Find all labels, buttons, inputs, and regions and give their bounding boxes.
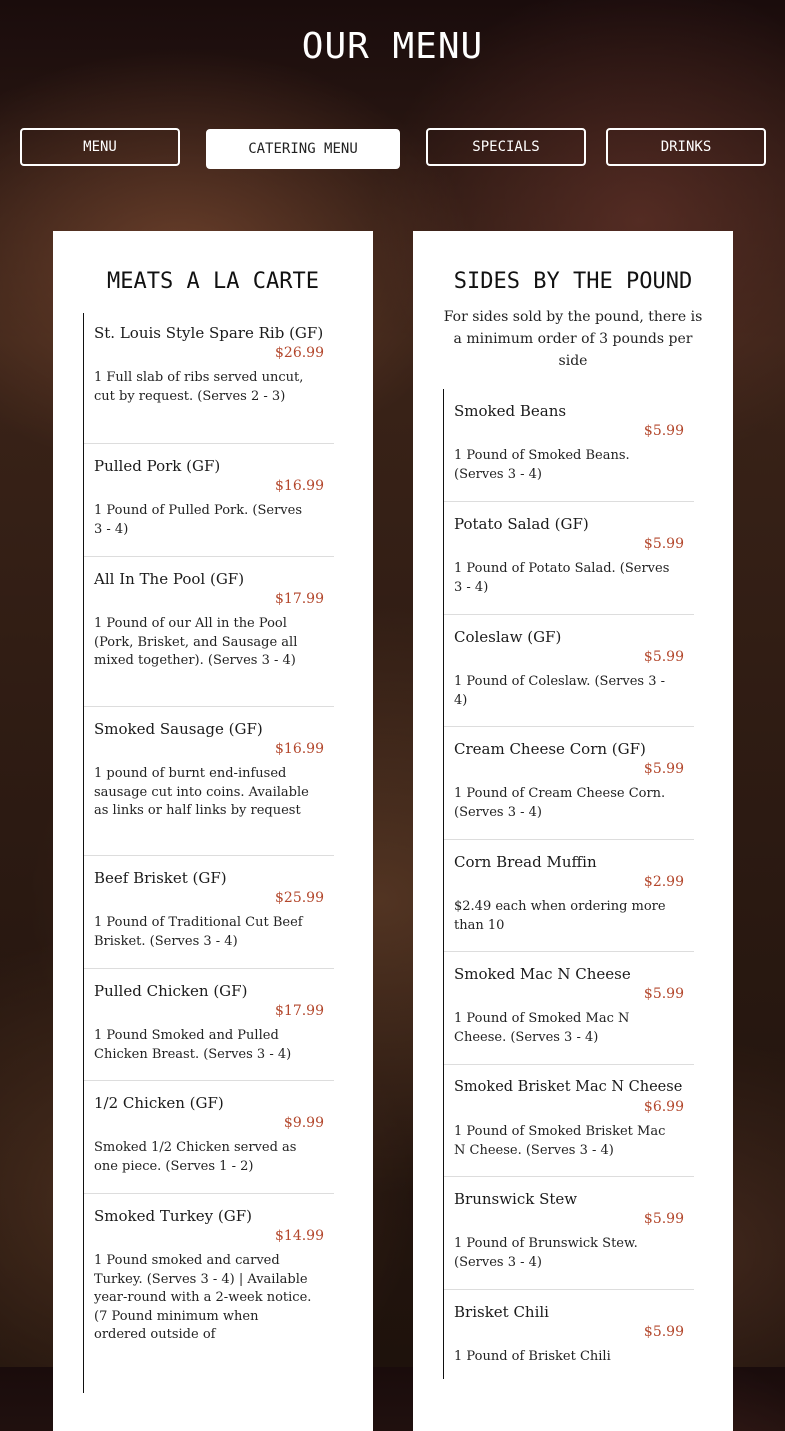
item-description: 1 Pound of Potato Salad. (Serves 3 - 4): [454, 561, 670, 595]
item-price: $16.99: [275, 478, 324, 494]
tab-drinks[interactable]: DRINKS: [606, 128, 766, 166]
list-item: [444, 1064, 694, 1176]
list-item: [84, 443, 334, 556]
list-item: [444, 726, 694, 839]
item-price: $25.99: [275, 890, 324, 906]
item-name: Smoked Sausage (GF): [94, 720, 263, 738]
sides-card: [413, 231, 733, 1431]
item-description: 1 pound of burnt end-infused sausage cut into coins. Available as links or half links by request: [94, 766, 309, 818]
meats-list: [83, 313, 334, 1393]
item-name: 1/2 Chicken (GF): [94, 1094, 224, 1112]
item-description: 1 Pound of Smoked Mac N Cheese. (Serves 3 - 4): [454, 1011, 630, 1045]
item-name: Smoked Brisket Mac N Cheese: [454, 1079, 683, 1095]
item-name: Corn Bread Muffin: [454, 853, 597, 871]
item-description: 1 Pound of Cream Cheese Corn. (Serves 3 - 4): [454, 786, 666, 820]
item-price: $9.99: [283, 1115, 324, 1131]
list-item: [84, 968, 334, 1080]
list-item: [84, 1080, 334, 1193]
item-price: $5.99: [643, 1324, 684, 1340]
item-description: 1 Pound of Smoked Beans. (Serves 3 - 4): [454, 448, 630, 482]
item-price: $5.99: [643, 536, 684, 552]
item-price: $5.99: [643, 423, 684, 439]
item-description: $2.49 each when ordering more than 10: [454, 899, 666, 933]
item-price: $26.99: [275, 345, 324, 361]
item-description: 1 Pound Smoked and Pulled Chicken Breast. (Serves 3 - 4): [94, 1028, 292, 1062]
item-price: $14.99: [275, 1228, 324, 1244]
item-description: 1 Pound of Brisket Chili: [454, 1349, 611, 1364]
item-name: Brunswick Stew: [454, 1190, 578, 1208]
list-item: [444, 951, 694, 1064]
item-name: Coleslaw (GF): [454, 628, 562, 646]
sides-list: [443, 389, 694, 1379]
meats-title: MEATS A LA CARTE: [107, 269, 319, 294]
item-price: $16.99: [275, 741, 324, 757]
item-name: Cream Cheese Corn (GF): [454, 740, 646, 758]
item-description: 1 Pound of Traditional Cut Beef Brisket. (Serves 3 - 4): [94, 915, 303, 949]
list-item: [444, 839, 694, 951]
tab-specials[interactable]: SPECIALS: [426, 128, 586, 166]
menu-nav: [0, 128, 785, 170]
meats-card: [53, 231, 373, 1431]
list-item: [444, 501, 694, 614]
item-description: 1 Full slab of ribs served uncut, cut by request. (Serves 2 - 3): [94, 370, 304, 404]
list-item: [84, 706, 334, 855]
item-price: $17.99: [275, 591, 324, 607]
list-item: [84, 313, 334, 443]
item-description: 1 Pound of Coleslaw. (Serves 3 - 4): [454, 674, 665, 708]
item-description: 1 Pound of Brunswick Stew. (Serves 3 - 4): [454, 1236, 638, 1270]
item-name: Brisket Chili: [454, 1303, 549, 1321]
item-price: $2.99: [643, 874, 684, 890]
sides-title: SIDES BY THE POUND: [453, 269, 693, 294]
item-description: 1 Pound of our All in the Pool (Pork, Brisket, and Sausage all mixed together). (Serves 3 - 4): [94, 616, 298, 668]
list-item: [84, 855, 334, 968]
page-title: OUR MENU: [301, 26, 484, 67]
tab-menu[interactable]: MENU: [20, 128, 180, 166]
list-item: [444, 1289, 694, 1379]
item-description: 1 Pound of Smoked Brisket Mac N Cheese. (Serves 3 - 4): [454, 1124, 666, 1158]
item-price: $5.99: [643, 649, 684, 665]
list-item: [444, 1176, 694, 1289]
item-price: $5.99: [643, 761, 684, 777]
item-name: Pulled Pork (GF): [94, 457, 221, 475]
item-name: St. Louis Style Spare Rib (GF): [94, 324, 324, 342]
item-price: $5.99: [643, 1211, 684, 1227]
item-price: $17.99: [275, 1003, 324, 1019]
item-name: Smoked Beans: [454, 402, 567, 420]
list-item: [84, 1193, 334, 1393]
item-name: Pulled Chicken (GF): [94, 982, 248, 1000]
item-price: $6.99: [643, 1099, 684, 1115]
tab-catering-menu[interactable]: CATERING MENU: [206, 129, 400, 169]
list-item: [84, 556, 334, 706]
item-price: $5.99: [643, 986, 684, 1002]
item-name: All In The Pool (GF): [94, 570, 245, 588]
item-name: Smoked Mac N Cheese: [454, 965, 631, 983]
list-item: [444, 389, 694, 501]
item-name: Smoked Turkey (GF): [94, 1207, 253, 1225]
item-description: Smoked 1/2 Chicken served as one piece. (Serves 1 - 2): [94, 1140, 297, 1174]
item-name: Potato Salad (GF): [454, 515, 589, 533]
item-description: 1 Pound of Pulled Pork. (Serves 3 - 4): [94, 503, 302, 537]
sides-note: For sides sold by the pound, there is a minimum order of 3 pounds per side: [443, 309, 703, 369]
list-item: [444, 614, 694, 726]
item-description: 1 Pound smoked and carved Turkey. (Serves 3 - 4) | Available year-round with a 2-week notice. (7 Pound minimum when ordered outside of: [94, 1253, 312, 1342]
item-name: Beef Brisket (GF): [94, 869, 227, 887]
